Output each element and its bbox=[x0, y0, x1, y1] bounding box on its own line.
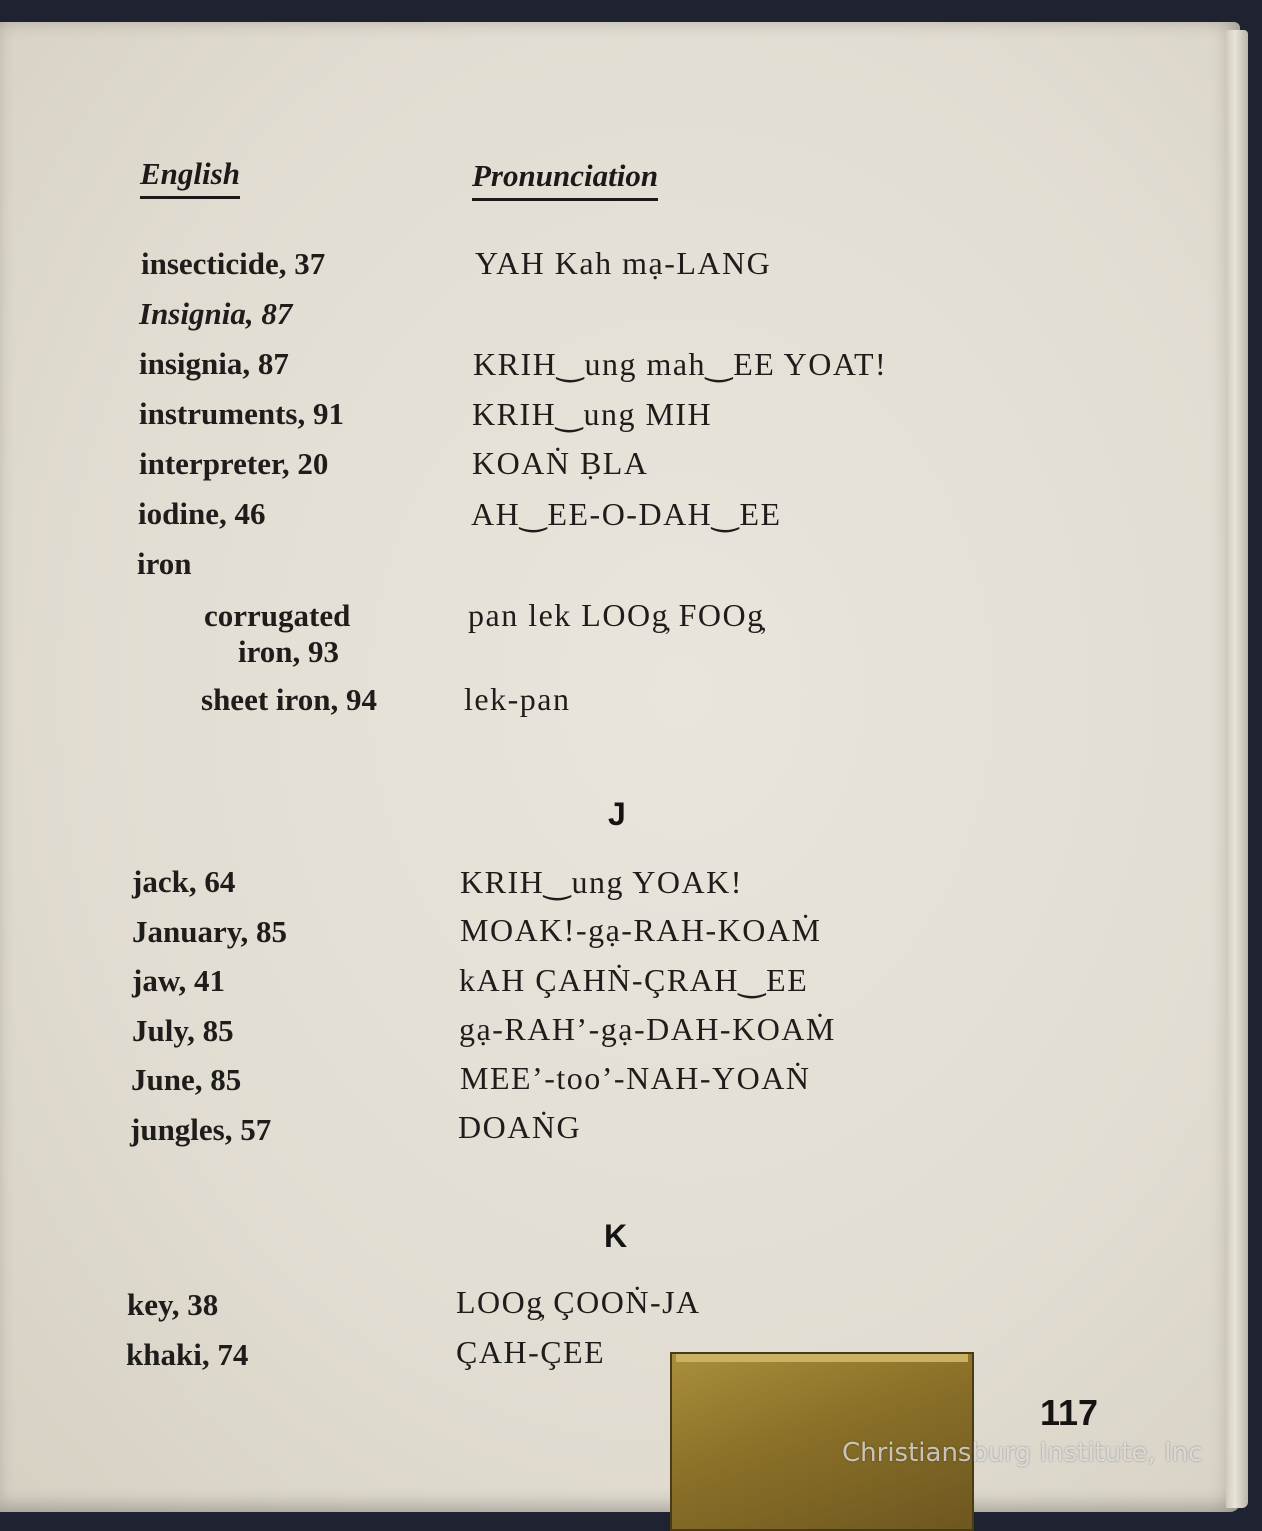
entry-term: June, 85 bbox=[131, 1062, 242, 1097]
entry-term: jack, 64 bbox=[132, 864, 236, 899]
entry-pronunciation: YAH Kah mạ-LANG bbox=[475, 245, 772, 281]
entry-pronunciation: KOAṄ ḄLA bbox=[472, 445, 649, 481]
watermark: Christiansburg Institute, Inc bbox=[842, 1438, 1203, 1468]
entry-term-continued: iron, 93 bbox=[238, 634, 340, 669]
entry-pronunciation: MEE’-too’-NAH-YOAṄ bbox=[460, 1060, 811, 1096]
page-edge bbox=[1226, 30, 1248, 1508]
entry-term: jungles, 57 bbox=[130, 1112, 272, 1147]
entry-term: interpreter, 20 bbox=[139, 446, 329, 481]
english-column-header: English bbox=[140, 156, 240, 199]
book-stand-highlight bbox=[676, 1354, 968, 1362]
entry-term: instruments, 91 bbox=[139, 396, 344, 431]
entry-term: July, 85 bbox=[132, 1013, 234, 1048]
entry-pronunciation: ÇAH-ÇEE bbox=[456, 1334, 606, 1370]
entry-term: January, 85 bbox=[132, 914, 288, 949]
entry-term: jaw, 41 bbox=[132, 963, 225, 998]
entry-pronunciation: DOAṄG bbox=[458, 1109, 582, 1145]
entry-term: key, 38 bbox=[127, 1287, 219, 1322]
entry-term: khaki, 74 bbox=[126, 1337, 249, 1372]
pronunciation-column-header: Pronunciation bbox=[472, 158, 658, 201]
entry-term: corrugated bbox=[204, 598, 351, 633]
entry-term: insignia, 87 bbox=[139, 346, 289, 381]
entry-pronunciation: AH‿EE-O-DAH‿EE bbox=[471, 496, 782, 532]
entry-pronunciation: kAH ÇAHṄ-ÇRAH‿EE bbox=[459, 962, 809, 998]
entry-term: sheet iron, 94 bbox=[201, 682, 377, 717]
section-letter-k: K bbox=[604, 1218, 628, 1254]
entry-pronunciation: KRIH‿ung YOAK! bbox=[460, 864, 743, 900]
entry-pronunciation: MOAK!-gạ-RAH-KOAṀ bbox=[460, 912, 822, 948]
entry-term: insecticide, 37 bbox=[141, 246, 326, 281]
entry-term: iron bbox=[137, 546, 192, 581]
entry-pronunciation: lek-pan bbox=[464, 681, 571, 717]
entry-term: iodine, 46 bbox=[138, 496, 266, 531]
entry-pronunciation: LOOg̦ ÇOOṄ-JA bbox=[456, 1284, 701, 1320]
entry-pronunciation: KRIH‿ung mah‿EE YOAT! bbox=[473, 346, 888, 382]
entry-pronunciation: gạ-RAH’-gạ-DAH-KOAṀ bbox=[459, 1011, 836, 1047]
entry-term: Insignia, 87 bbox=[139, 296, 293, 331]
section-letter-j: J bbox=[608, 796, 626, 832]
entry-pronunciation: pan lek LOOg̦ FOOg̦ bbox=[468, 597, 765, 633]
entry-pronunciation: KRIH‿ung MIH bbox=[472, 396, 713, 432]
page-number: 117 bbox=[1040, 1392, 1099, 1433]
